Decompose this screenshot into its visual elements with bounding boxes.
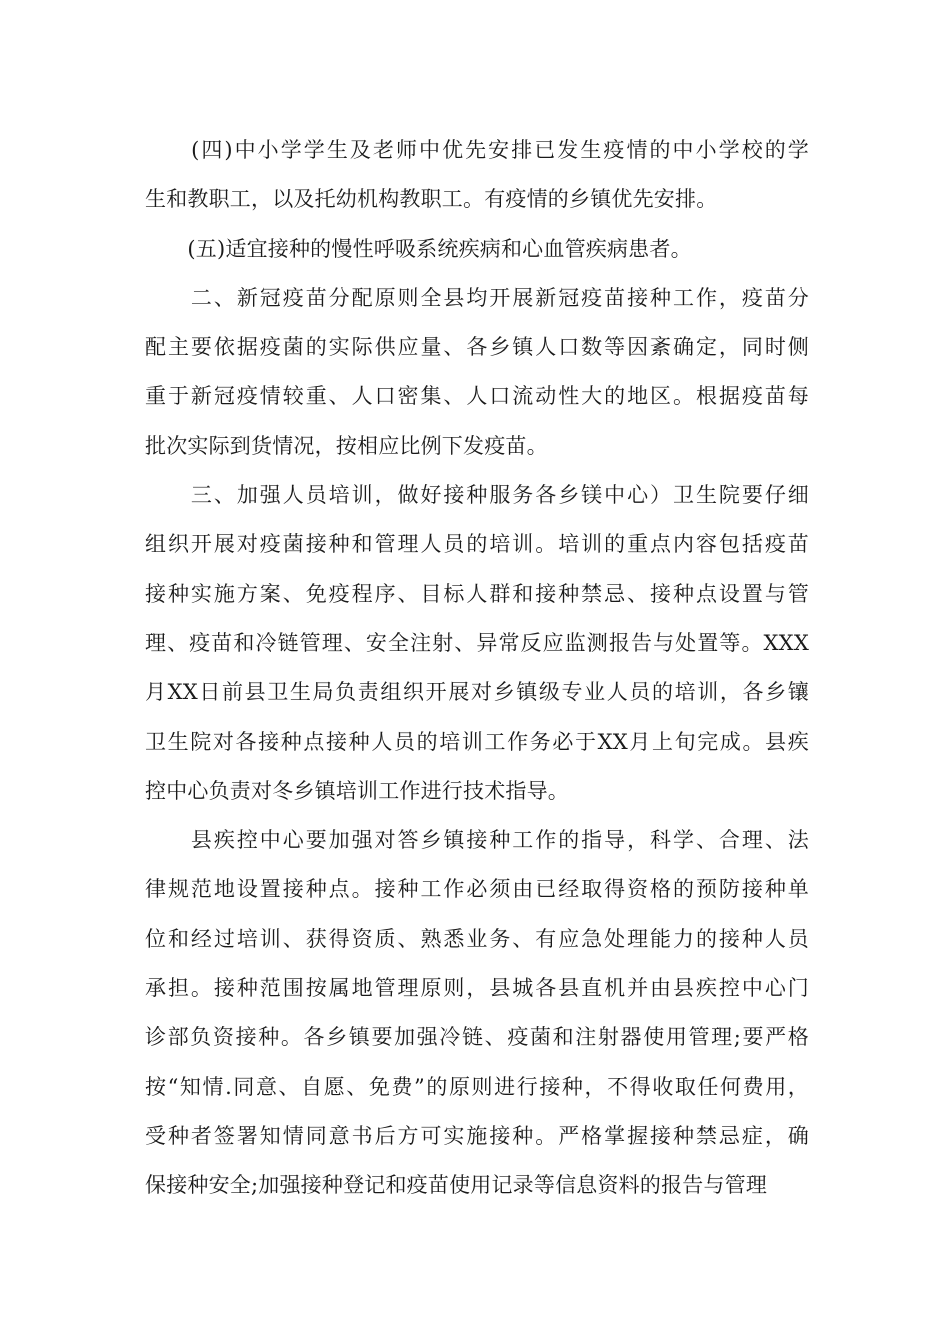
paragraph-line: 批次实际到货情况，按相应比例下发疫苗。 [145, 433, 548, 458]
paragraph-line: 位和经过培训、获得资质、熟悉业务、有应急处理能力的接种人员 [145, 926, 809, 951]
paragraph-staff-training [145, 471, 809, 816]
paragraph-vaccine-allocation [145, 274, 809, 471]
paragraph-line: 卫生院对各接种点接种人员的培训工作务必于XX月上旬完成。县疾 [145, 729, 809, 754]
document-body [145, 126, 809, 1211]
paragraph-line: 保接种安全;加强接种登记和疫苗使用记录等信息资料的报告与管理 [145, 1173, 768, 1198]
paragraph-line: 三、加强人员培训，做好接种服务各乡镁中心）卫生院要仔细 [145, 483, 809, 508]
paragraph-line: 重于新冠疫情较重、人口密集、人口流动性大的地区。根据疫苗每 [145, 384, 809, 409]
paragraph-priority-schools [145, 126, 809, 225]
paragraph-line: 县疾控中心要加强对答乡镇接种工作的指导，科学、合理、法 [145, 828, 809, 853]
paragraph-line: 组织开展对疫菌接种和管理人员的培训。培训的重点内容包括疫苗 [145, 532, 809, 557]
paragraph-cdc-guidance [145, 816, 809, 1210]
paragraph-line: 理、疫苗和冷链管理、安全注射、异常反应监测报告与处置等。XXX [145, 630, 809, 655]
paragraph-line: (四)中小学学生及老师中优先安排已发生疫情的中小学校的学 [145, 138, 809, 162]
paragraph-line: 承担。接种范围按属地管理原则，县城各县直机并由县疾控中心门 [145, 976, 809, 1001]
paragraph-line: 二、新冠疫苗分配原则全县均开展新冠疫苗接种工作，疫苗分 [145, 285, 809, 310]
paragraph-line: 配主要依据疫菌的实际供应量、各乡镇人口数等因紊确定，同时侧 [145, 335, 809, 360]
paragraph-line: (五)适宜接种的慢性呼吸系统疾病和心血管疾病患者。 [145, 236, 692, 261]
paragraph-line: 接种实施方案、免疫程序、目标人群和接种禁忌、接种点设置与管 [145, 581, 809, 606]
paragraph-line: 律规范地设置接种点。接种工作必须由已经取得资格的预防接种单 [145, 877, 809, 902]
paragraph-line: 控中心负责对冬乡镇培训工作进行技术指导。 [145, 778, 569, 803]
paragraph-line: 按“知情.同意、自愿、免费”的原则进行接种，不得收取任何费用， [145, 1074, 809, 1099]
paragraph-line: 生和教职工，以及托幼机构教职工。有疫情的乡镇优先安排。 [145, 187, 718, 212]
paragraph-chronic-patients [145, 225, 809, 274]
paragraph-line: 月XX日前县卫生局负责组织开展对乡镇级专业人员的培训，各乡镶 [145, 680, 809, 705]
paragraph-line: 诊部负资接种。各乡镇要加强冷链、疫菌和注射器使用管理;要严格 [145, 1025, 809, 1050]
paragraph-line: 受种者签署知情同意书后方可实施接种。严格掌握接种禁忌症，确 [145, 1123, 809, 1148]
